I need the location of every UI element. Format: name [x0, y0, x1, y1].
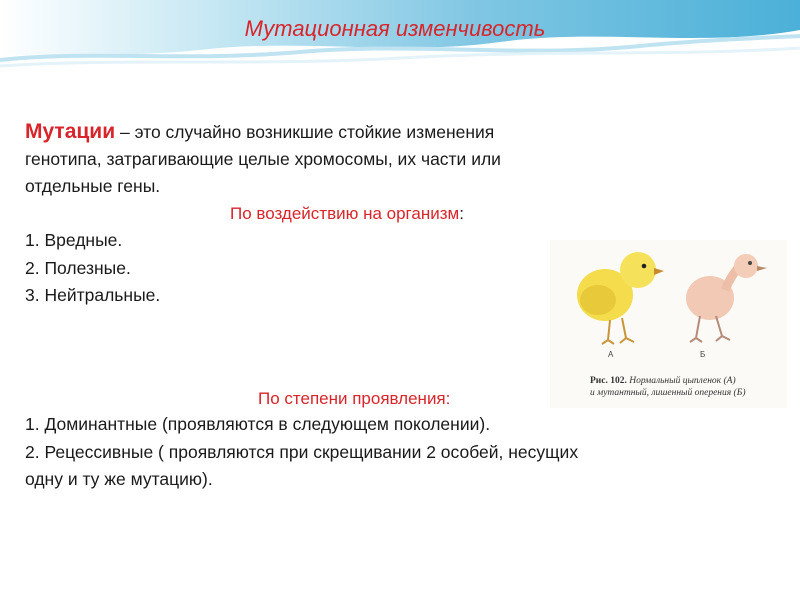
label-b: Б — [700, 350, 706, 359]
effect-item: 1. Вредные. — [25, 230, 123, 250]
definition-text: – это случайно возникшие стойкие изменения — [115, 122, 495, 142]
definition-line-3: отдельные гены. — [25, 176, 161, 196]
effect-item: 3. Нейтральные. — [25, 285, 161, 305]
caption-prefix: Рис. 102. — [590, 376, 627, 386]
chicks-figure — [550, 240, 787, 408]
definition-term: Мутации — [25, 120, 116, 143]
definition-line-2: генотипа, затрагивающие целые хромосомы, их части или — [25, 149, 501, 169]
definition-line-1 — [25, 120, 494, 144]
caption-line-2: и мутантный, лишенный оперения (Б) — [590, 388, 746, 398]
chicks-illustration — [550, 240, 787, 370]
degree-item: 2. Рецессивные ( проявляются при скрещивании 2 особей, несущих — [25, 442, 579, 462]
effect-heading — [230, 204, 464, 224]
effect-heading-text: По воздействию на организм — [230, 204, 460, 223]
slide-title: Мутационная изменчивость — [244, 16, 546, 41]
label-a: А — [608, 350, 614, 359]
normal-chick-image — [577, 252, 664, 344]
effect-heading-colon: : — [459, 204, 464, 223]
degree-item: одну и ту же мутацию). — [25, 469, 213, 489]
mutant-chick-image — [686, 254, 767, 342]
degree-item: 1. Доминантные (проявляются в следующем поколении). — [25, 414, 491, 434]
effect-item: 2. Полезные. — [25, 258, 131, 278]
figure-caption — [590, 375, 745, 399]
caption-line-1: Нормальный цыпленок (А) — [626, 376, 736, 386]
degree-heading: По степени проявления: — [258, 389, 451, 408]
